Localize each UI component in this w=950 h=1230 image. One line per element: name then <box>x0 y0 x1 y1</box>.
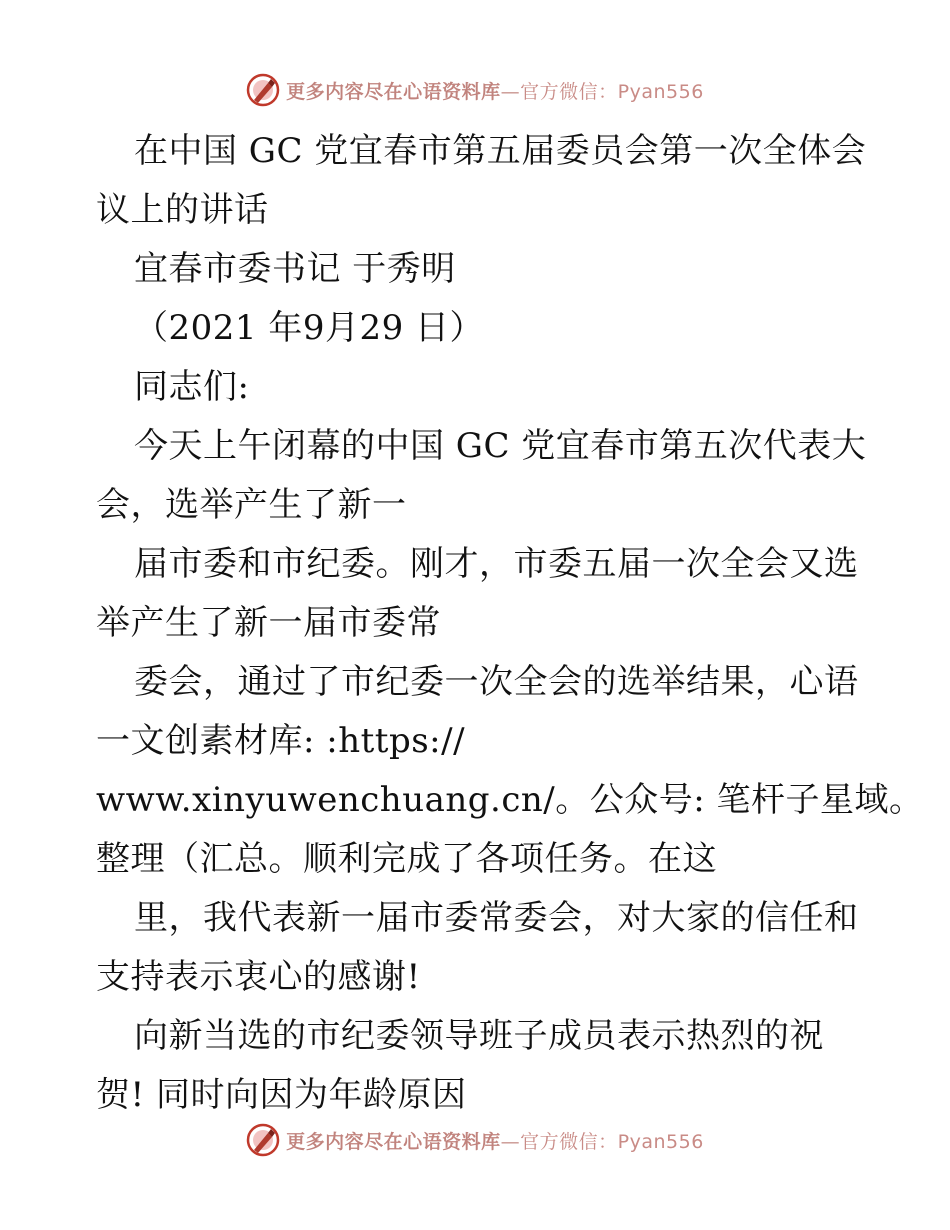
pen-logo-icon <box>246 73 280 107</box>
date-line: （2021 年9月29 日） <box>134 308 485 348</box>
paragraph-line: 今天上午闭幕的中国 GC 党宜春市第五次代表大 <box>134 426 867 466</box>
paragraph-line: 委会，通过了市纪委一次全会的选举结果，心语 <box>134 662 859 702</box>
header-watermark-banner <box>0 70 950 110</box>
banner-separator: — <box>500 1130 521 1153</box>
paragraph-line: 里，我代表新一届市委常委会，对大家的信任和 <box>134 898 859 938</box>
paragraph-line: 向新当选的市纪委领导班子成员表示热烈的祝 <box>134 1016 824 1056</box>
paragraph-line: 整理（汇总。顺利完成了各项任务。在这 <box>96 839 717 879</box>
author-line: 宜春市委书记 于秀明 <box>134 249 456 289</box>
footer-watermark-banner <box>0 1120 950 1160</box>
paragraph-line: 会，选举产生了新一 <box>96 485 407 525</box>
banner-separator: — <box>500 80 521 103</box>
banner-main-text: 更多内容尽在心语资料库 <box>286 80 501 103</box>
salutation-line: 同志们: <box>134 367 250 407</box>
banner-main-text: 更多内容尽在心语资料库 <box>286 1130 501 1153</box>
paragraph-line: 届市委和市纪委。刚才，市委五届一次全会又选 <box>134 544 859 584</box>
banner-wechat-text: 官方微信：Pyan556 <box>520 80 704 103</box>
paragraph-line: 举产生了新一届市委常 <box>96 603 441 643</box>
title-line-2: 议上的讲话 <box>96 190 269 230</box>
paragraph-line: 支持表示衷心的感谢! <box>96 957 421 997</box>
title-line-1: 在中国 GC 党宜春市第五届委员会第一次全体会 <box>134 131 867 171</box>
url-line: www.xinyuwenchuang.cn/。公众号: 笔杆子星域。 <box>96 780 924 820</box>
paragraph-line: 一文创素材库: :https:// <box>96 721 466 761</box>
banner-wechat-text: 官方微信：Pyan556 <box>520 1130 704 1153</box>
document-body <box>96 122 924 1125</box>
paragraph-line: 贺! 同时向因为年龄原因 <box>96 1075 467 1115</box>
pen-logo-icon <box>246 1123 280 1157</box>
